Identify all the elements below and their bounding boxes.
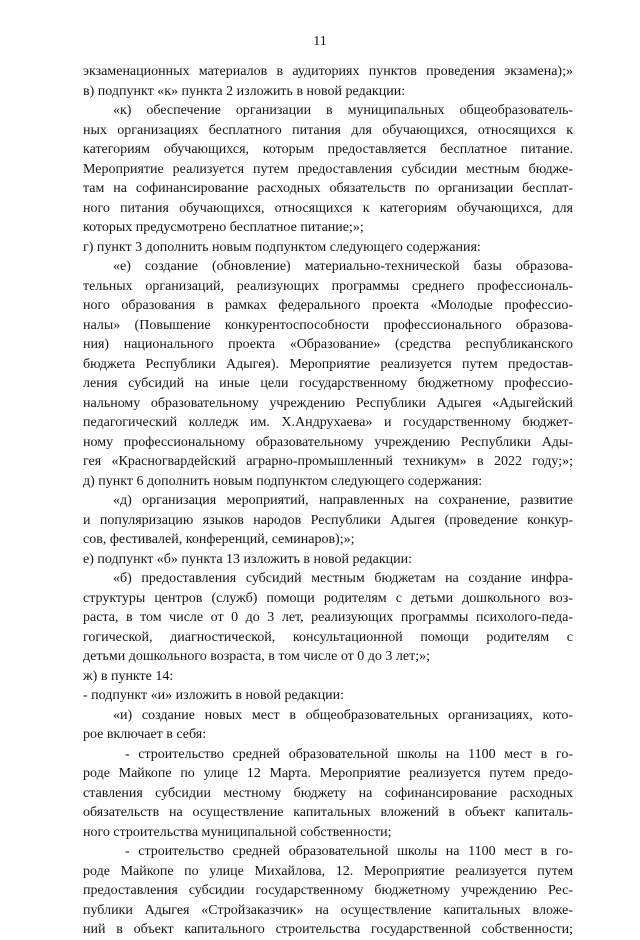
text-line: раста, в том числе от 0 до 3 лет, реализующих программы психолого-педа- — [83, 610, 573, 625]
text-line: предоставления субсидии государственному бюджетному учреждению Рес- — [83, 883, 573, 898]
text-line: д) пункт 6 дополнить новым подпунктом следующего содержания: — [83, 473, 483, 489]
text-line: там на софинансирование расходных обязательств по организации бесплат- — [83, 181, 573, 196]
page-number: 11 — [313, 34, 327, 49]
text-line: ных организациях бесплатного питания для обучающихся, относящихся к — [83, 122, 573, 138]
text-line: - строительство средней образовательной школы на 1100 мест в го- — [125, 746, 573, 762]
text-line: налы» (Повышение конкурентоспособности профессионального образова- — [83, 317, 573, 333]
text-line: структуры центров (служб) помощи родителям с детьми дошкольного воз- — [83, 590, 573, 606]
text-line: е) подпункт «б» пункта 13 изложить в новой редакции: — [83, 551, 413, 567]
text-line: публики Адыгея «Стройзаказчик» на осуществление капитальных вложе- — [83, 902, 573, 918]
text-line: сов, фестивалей, конференций, семинаров);»; — [83, 532, 355, 547]
text-line: «и) создание новых мест в общеобразовательных организациях, кото- — [113, 707, 573, 723]
text-line: ний в объект капитального строительства государственной собственности; — [83, 922, 573, 937]
text-line: обязательств на осуществление капитальных вложений в объект капиталь- — [83, 805, 573, 820]
text-line: педагогический колледж им. Х.Андрухаева» и государственному бюджет- — [83, 415, 573, 430]
text-line: категориям обучающихся, которым предоставляется бесплатное питание. — [83, 142, 573, 157]
text-line: детьми дошкольного возраста, в том числе от 0 до 3 лет;»; — [83, 649, 430, 664]
text-line: тельных организаций, реализующих программы среднего профессиональ- — [83, 278, 573, 294]
text-line: «е) создание (обновление) материально-технической базы образова- — [113, 259, 573, 274]
text-line: «б) предоставления субсидий местным бюджетам на создание инфра- — [113, 571, 573, 586]
text-line: ж) в пункте 14: — [83, 668, 174, 684]
text-line: «д) организация мероприятий, направленных на сохранение, развитие — [113, 493, 573, 508]
text-line: в) подпункт «к» пункта 2 изложить в новой редакции: — [83, 83, 406, 99]
text-line: бюджета Республики Адыгея). Мероприятие реализуется путем предостав- — [83, 356, 573, 372]
text-line: которых предусмотрено бесплатное питание;»; — [83, 220, 364, 235]
text-line: ления субсидий на иные цели государственному бюджетному профессио- — [83, 376, 573, 391]
text-line: нальному образовательному учреждению Республики Адыгея «Адыгейский — [83, 395, 573, 411]
text-line: ного питания обучающихся, относящихся к категориям обучающихся, для — [83, 200, 573, 216]
text-line: и популяризацию языков народов Республики Адыгея (проведение конкур- — [83, 512, 573, 528]
text-line: ного образования в рамках федерального проекта «Молодые профессио- — [83, 298, 573, 313]
text-line: - подпункт «и» изложить в новой редакции: — [83, 688, 345, 703]
text-line: ного строительства муниципальной собственности; — [83, 824, 392, 840]
text-line: - строительство средней образовательной школы на 1100 мест в го- — [125, 844, 573, 859]
text-line: гея «Красногвардейский аграрно-промышленный техникум» в 2022 году;»; — [83, 454, 573, 469]
text-line: роде Майкопе по улице Михайлова, 12. Мероприятие реализуется путем — [83, 863, 573, 879]
text-line: экзаменационных материалов в аудиториях пунктов проведения экзамена);» — [83, 64, 573, 79]
text-line: Мероприятие реализуется путем предоставления субсидии местным бюдже- — [83, 161, 573, 177]
text-line: рое включает в себя: — [83, 727, 207, 742]
text-line: «к) обеспечение организации в муниципальных общеобразователь- — [113, 103, 573, 118]
document-body — [83, 62, 573, 940]
text-line: г) пункт 3 дополнить новым подпунктом следующего содержания: — [83, 239, 481, 255]
text-line: ному профессиональному образовательному учреждению Республики Ады- — [83, 434, 573, 450]
text-line: ния) национального проекта «Образование» (средства республиканского — [83, 337, 573, 352]
text-line: роде Майкопе по улице 12 Марта. Мероприятие реализуется путем предо- — [83, 766, 573, 781]
text-line: гогической, диагностической, консультационной помощи родителям с — [83, 629, 573, 645]
text-line: ставления субсидии местному бюджету на софинансирование расходных — [83, 785, 573, 801]
